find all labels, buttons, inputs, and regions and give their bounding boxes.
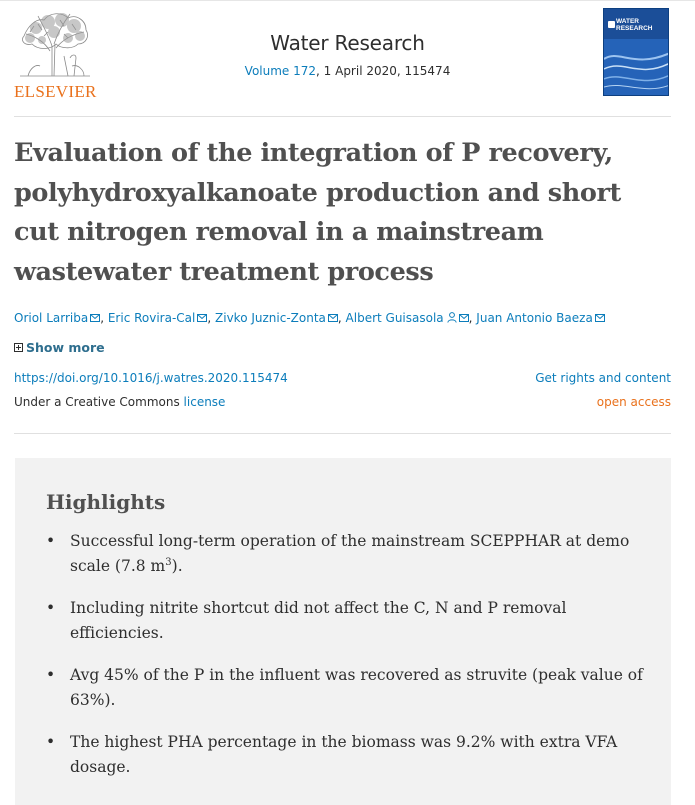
author-item[interactable]	[108, 311, 208, 325]
journal-title-wrap	[0, 31, 695, 55]
open-access-badge: open access	[596, 395, 671, 409]
list-item	[46, 596, 646, 646]
bullet: •	[46, 532, 56, 550]
list-item	[46, 663, 646, 713]
author-name[interactable]: Eric Rovira-Cal	[107, 311, 196, 325]
doi-link[interactable]: https://doi.org/10.1016/j.watres.2020.115474	[14, 371, 288, 385]
highlight-text: The highest PHA percentage in the biomass was 9.2% with extra VFA dosage.	[70, 733, 618, 776]
highlights-heading: Highlights	[46, 490, 166, 514]
highlight-text-end: ).	[171, 557, 183, 575]
mail-icon[interactable]	[90, 314, 100, 322]
license-prefix: Under a Creative Commons	[14, 395, 184, 409]
article-header	[0, 0, 695, 112]
highlights-panel	[15, 458, 671, 805]
mail-icon[interactable]	[595, 314, 605, 322]
author-item[interactable]	[215, 311, 338, 325]
author-separator: ,	[207, 311, 216, 325]
author-name[interactable]: Zivko Juznic-Zonta	[215, 311, 326, 325]
author-item[interactable]	[346, 311, 469, 325]
plus-icon	[14, 343, 23, 352]
license-line	[14, 395, 225, 409]
author-item[interactable]	[476, 311, 605, 325]
bullet: •	[46, 666, 56, 684]
highlight-text: Including nitrite shortcut did not affect the C, N and P removal efficiencies.	[70, 599, 567, 642]
mail-icon[interactable]	[459, 314, 469, 322]
rights-link[interactable]: Get rights and content	[535, 371, 671, 385]
author-separator: ,	[337, 311, 346, 325]
volume-link[interactable]: Volume 172	[244, 64, 317, 78]
person-icon[interactable]	[447, 312, 457, 323]
highlight-text: Successful long-term operation of the mainstream SCEPPHAR at demo scale (7.8 m	[70, 532, 630, 575]
author-name[interactable]: Albert Guisasola	[345, 311, 444, 325]
section-divider	[14, 433, 671, 434]
issue-date: , 1 April 2020, 115474	[316, 64, 451, 78]
author-name[interactable]: Oriol Larriba	[14, 311, 89, 325]
cover-wave-icon	[604, 39, 669, 96]
author-list	[14, 311, 684, 325]
mail-icon[interactable]	[328, 314, 338, 322]
publisher-wordmark: ELSEVIER	[14, 82, 97, 101]
highlights-list	[46, 529, 646, 797]
superscript: 3	[165, 556, 172, 568]
cover-title: WATER RESEARCH	[616, 18, 653, 32]
mail-icon[interactable]	[197, 314, 207, 322]
bullet: •	[46, 733, 56, 751]
show-more-button[interactable]	[14, 340, 105, 355]
list-item	[46, 529, 646, 579]
journal-cover-thumbnail[interactable]	[603, 8, 669, 96]
article-title: Evaluation of the integration of P recovery, polyhydroxyalkanoate production and short cut nitrogen removal in a mainstream wastewater treatment process	[14, 138, 621, 287]
show-more-label: Show more	[26, 340, 105, 355]
author-separator: ,	[100, 311, 108, 325]
author-name[interactable]: Juan Antonio Baeza	[476, 311, 593, 325]
issue-info	[0, 64, 695, 78]
header-divider	[14, 116, 671, 117]
cover-badge-icon	[608, 21, 615, 28]
license-link[interactable]: license	[183, 395, 226, 409]
list-item	[46, 730, 646, 780]
author-item[interactable]	[14, 311, 100, 325]
highlight-text: Avg 45% of the P in the influent was recovered as struvite (peak value of 63%).	[70, 666, 643, 709]
journal-title[interactable]: Water Research	[270, 31, 425, 55]
bullet: •	[46, 599, 56, 617]
author-separator: ,	[468, 311, 477, 325]
